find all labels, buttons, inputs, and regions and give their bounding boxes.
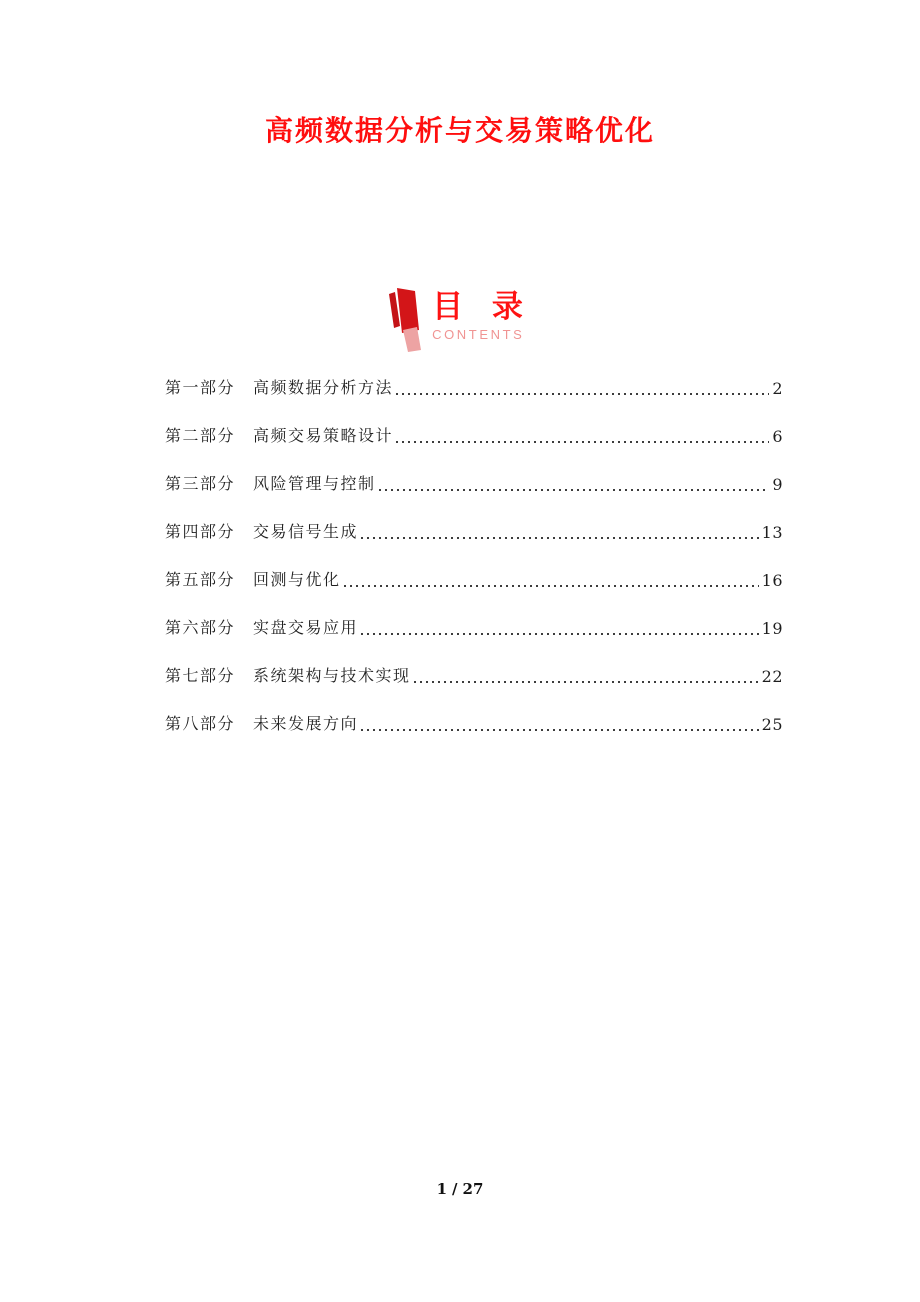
toc-entry[interactable] xyxy=(165,648,783,696)
toc-entry-title: 系统架构与技术实现 xyxy=(253,666,411,685)
toc-entry-part: 第二部分 xyxy=(165,426,236,445)
toc-entry-title: 高频交易策略设计 xyxy=(253,426,394,445)
current-page-number: 1 xyxy=(436,1180,448,1198)
toc-entry-page: 13 xyxy=(761,523,783,542)
toc-entry-part: 第六部分 xyxy=(165,618,236,637)
dotted-leader xyxy=(361,729,759,731)
toc-entry-part: 第一部分 xyxy=(165,378,236,397)
toc-entry[interactable] xyxy=(165,600,783,648)
dotted-leader xyxy=(396,393,769,395)
toc-entry-page: 6 xyxy=(772,427,783,446)
toc-entry[interactable] xyxy=(165,696,783,744)
ribbon-brushstroke-icon xyxy=(388,286,422,352)
toc-entry-page: 2 xyxy=(772,379,783,398)
total-page-count: 27 xyxy=(462,1180,484,1198)
toc-entry-title: 实盘交易应用 xyxy=(253,618,359,637)
toc-entry-part: 第三部分 xyxy=(165,474,236,493)
toc-entry-page: 16 xyxy=(761,571,783,590)
document-title: 高频数据分析与交易策略优化 xyxy=(264,114,655,147)
toc-entry-page: 25 xyxy=(761,715,783,734)
toc-entry-part: 第七部分 xyxy=(165,666,236,685)
dotted-leader xyxy=(344,585,759,587)
toc-entry-page: 22 xyxy=(761,667,783,686)
dotted-leader xyxy=(396,441,769,443)
toc-entry-title: 回测与优化 xyxy=(253,570,341,589)
toc-entry-part: 第八部分 xyxy=(165,714,236,733)
toc-entry-page: 9 xyxy=(772,475,783,494)
dotted-leader xyxy=(361,633,759,635)
toc-heading: 目 录 xyxy=(432,289,532,325)
toc-header-text xyxy=(432,286,532,342)
dotted-leader xyxy=(361,537,759,539)
toc-entry-page: 19 xyxy=(761,619,783,638)
toc-subheading: CONTENTS xyxy=(432,327,525,342)
toc-entry-title: 交易信号生成 xyxy=(253,522,359,541)
toc-header xyxy=(0,286,920,352)
toc-entry[interactable] xyxy=(165,408,783,456)
toc-entry-part: 第五部分 xyxy=(165,570,236,589)
toc-entry[interactable] xyxy=(165,360,783,408)
page-number-footer xyxy=(0,1180,920,1198)
toc-entry-title: 风险管理与控制 xyxy=(253,474,376,493)
dotted-leader xyxy=(414,681,759,683)
page-number-separator: / xyxy=(452,1180,458,1198)
toc-entry[interactable] xyxy=(165,552,783,600)
toc-entry-part: 第四部分 xyxy=(165,522,236,541)
toc-entry-title: 未来发展方向 xyxy=(253,714,359,733)
dotted-leader xyxy=(379,489,770,491)
toc-entry[interactable] xyxy=(165,504,783,552)
toc-entry[interactable] xyxy=(165,456,783,504)
toc-entry-title: 高频数据分析方法 xyxy=(253,378,394,397)
toc-list xyxy=(165,360,783,744)
